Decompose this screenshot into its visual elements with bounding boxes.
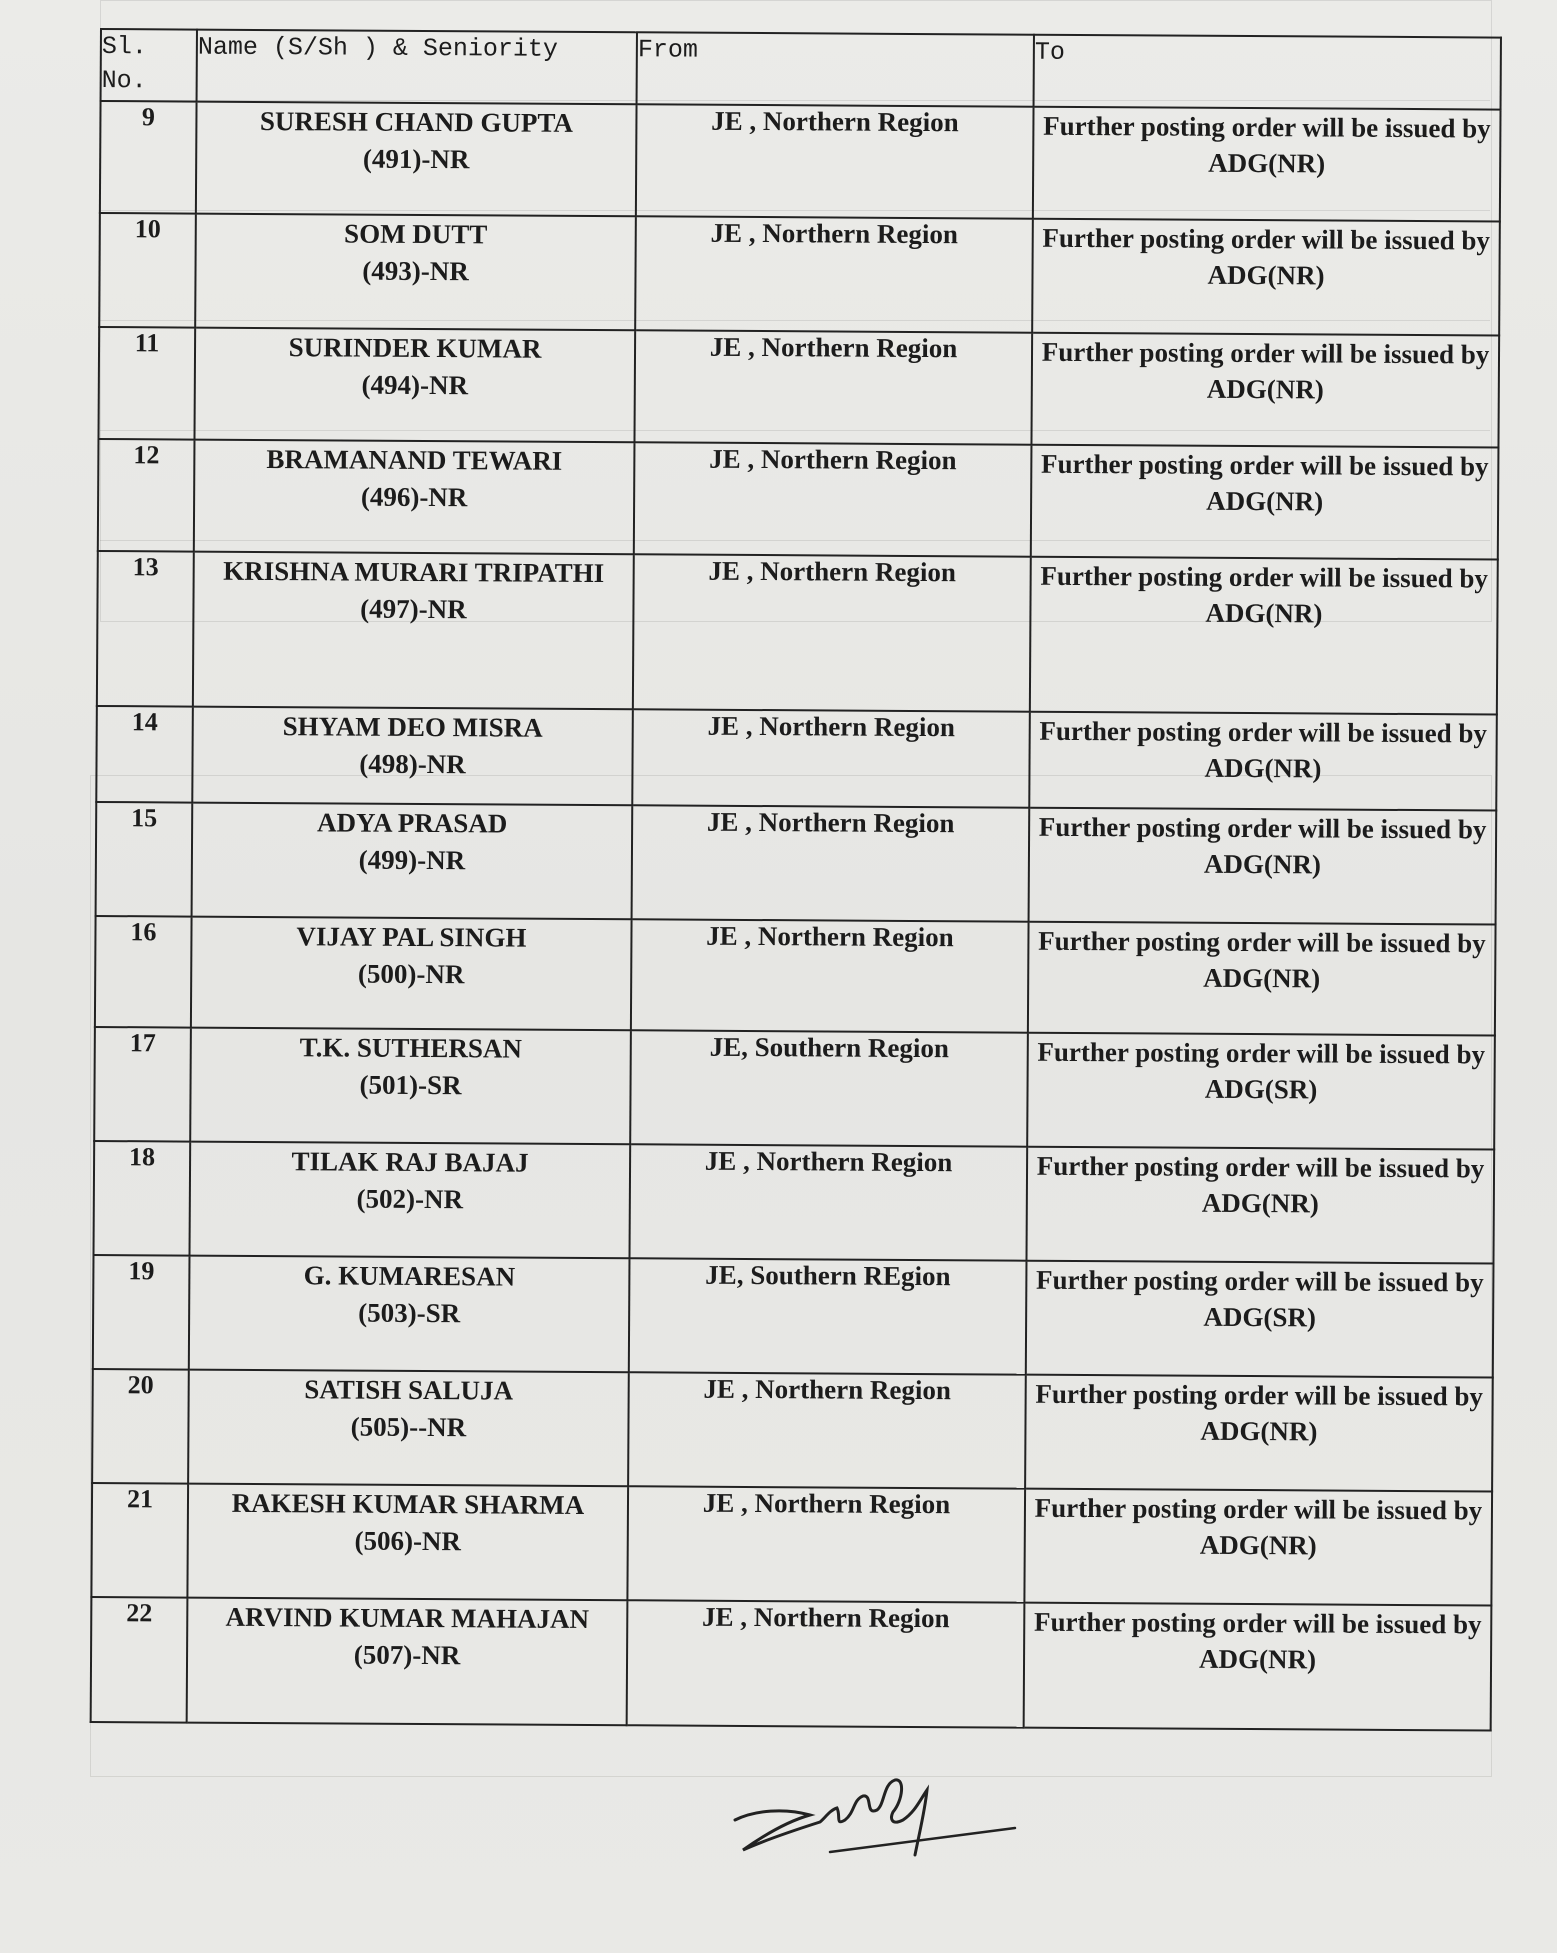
employee-name: RAKESH KUMAR SHARMA [231,1488,585,1521]
seniority: (507)-NR [353,1640,461,1671]
employee-name: SOM DUTT [344,218,488,250]
from-posting: JE , Northern Region [628,1373,1026,1489]
employee-name: BRAMANAND TEWARI [266,443,563,476]
employee-name: ADYA PRASAD [316,806,508,839]
seniority: (505)--NR [350,1412,467,1443]
table-row [95,916,1496,1036]
to-posting: Further posting order will be issued by ADG(NR) [1028,921,1496,1036]
employee-name-cell [194,439,635,554]
to-posting: Further posting order will be issued by ADG(NR) [1031,333,1499,448]
header-to: To [1034,35,1501,110]
from-posting: JE , Northern Region [633,554,1031,712]
from-posting: JE , Northern Region [635,216,1033,332]
sl-number: 22 [91,1597,188,1722]
sl-number: 10 [99,213,196,328]
employee-name-cell [195,214,636,331]
from-posting: JE , Northern Region [631,919,1029,1033]
table-row [94,1027,1495,1150]
table-row [94,1141,1495,1264]
to-posting: Further posting order will be issued by ADG(NR) [1033,107,1501,222]
employee-name-cell [192,707,633,805]
sl-number: 14 [96,706,193,802]
from-posting: JE, Southern Region [630,1031,1028,1147]
from-posting: JE, Southern REgion [629,1259,1027,1375]
employee-name: TILAK RAJ BAJAJ [291,1146,529,1179]
employee-name-cell [189,1256,630,1373]
employee-name: G. KUMARESAN [303,1260,516,1293]
to-posting: Further posting order will be issued by ADG(NR) [1024,1489,1492,1606]
seniority: (496)-NR [360,481,468,513]
seniority: (506)-NR [354,1526,462,1557]
sl-number: 17 [94,1027,191,1142]
from-posting: JE , Northern Region [629,1145,1027,1261]
sl-number: 15 [96,802,193,917]
sl-number: 19 [93,1255,190,1370]
to-posting: Further posting order will be issued by ADG(SR) [1027,1033,1495,1150]
table-row [96,802,1497,925]
header-sl-no: Sl. No. [101,29,197,102]
employee-name: T.K. SUTHERSAN [299,1032,523,1065]
sl-number: 16 [95,916,192,1029]
table-row [99,213,1500,336]
table-header-row [101,29,1501,110]
sl-number: 11 [98,327,195,440]
to-posting: Further posting order will be issued by ADG(NR) [1031,445,1499,560]
to-posting: Further posting order will be issued by ADG(NR) [1029,807,1497,924]
seniority: (502)-NR [356,1184,464,1215]
table-row [91,1597,1492,1730]
employee-name: VIJAY PAL SINGH [296,920,527,953]
to-posting: Further posting order will be issued by ADG(NR) [1030,556,1498,714]
to-posting: Further posting order will be issued by ADG(NR) [1025,1375,1493,1492]
employee-name: SURINDER KUMAR [288,332,542,364]
table-row [93,1255,1494,1378]
seniority: (499)-NR [358,844,466,875]
to-posting: Further posting order will be issued by ADG(NR) [1032,219,1500,336]
seniority: (501)-SR [359,1070,462,1101]
sl-number: 20 [92,1369,189,1484]
sl-number: 12 [98,439,195,552]
from-posting: JE , Northern Region [634,442,1032,556]
employee-name: SHYAM DEO MISRA [282,711,543,743]
employee-name: SURESH CHAND GUPTA [259,105,574,138]
table-row [97,551,1498,715]
from-posting: JE , Northern Region [627,1601,1025,1728]
from-posting: JE , Northern Region [632,709,1030,807]
seniority: (497)-NR [360,593,467,625]
from-posting: JE , Northern Region [632,805,1030,921]
seniority: (498)-NR [359,748,466,780]
seniority: (493)-NR [362,255,469,287]
seniority: (500)-NR [357,958,465,989]
signature [715,1760,1045,1870]
posting-order-table [90,28,1502,1732]
employee-name-cell [188,1370,629,1487]
employee-name-cell [193,551,634,709]
to-posting: Further posting order will be issued by ADG(SR) [1026,1261,1494,1378]
employee-name-cell [187,1598,628,1725]
employee-name-cell [190,1028,631,1145]
sl-number: 9 [100,101,197,214]
employee-name: KRISHNA MURARI TRIPATHI [223,555,605,588]
from-posting: JE , Northern Region [627,1487,1025,1603]
sl-number: 18 [94,1141,191,1256]
employee-name: ARVIND KUMAR MAHAJAN [225,1602,590,1635]
seniority: (494)-NR [361,369,469,401]
table-row [96,706,1497,810]
employee-name-cell [191,916,632,1031]
header-from: From [637,32,1034,106]
from-posting: JE , Northern Region [634,330,1032,444]
seniority: (491)-NR [362,143,470,175]
header-name-seniority: Name (S/Sh ) & Seniority [197,30,637,105]
to-posting: Further posting order will be issued by ADG(NR) [1029,712,1497,810]
employee-name-cell [187,1484,628,1601]
from-posting: JE , Northern Region [636,104,1034,218]
to-posting: Further posting order will be issued by ADG(NR) [1026,1147,1494,1264]
table-row [92,1369,1493,1492]
employee-name-cell [189,1142,630,1259]
table-row [98,439,1499,559]
table-row [91,1483,1492,1606]
employee-name: SATISH SALUJA [304,1374,514,1407]
employee-name-cell [192,802,633,919]
sl-number: 21 [91,1483,188,1598]
employee-name-cell [196,102,637,217]
employee-name-cell [194,328,635,443]
to-posting: Further posting order will be issued by ADG(NR) [1024,1603,1492,1730]
table-row [98,327,1499,447]
table-row [100,101,1501,221]
sl-number: 13 [97,551,194,707]
seniority: (503)-SR [358,1298,461,1329]
